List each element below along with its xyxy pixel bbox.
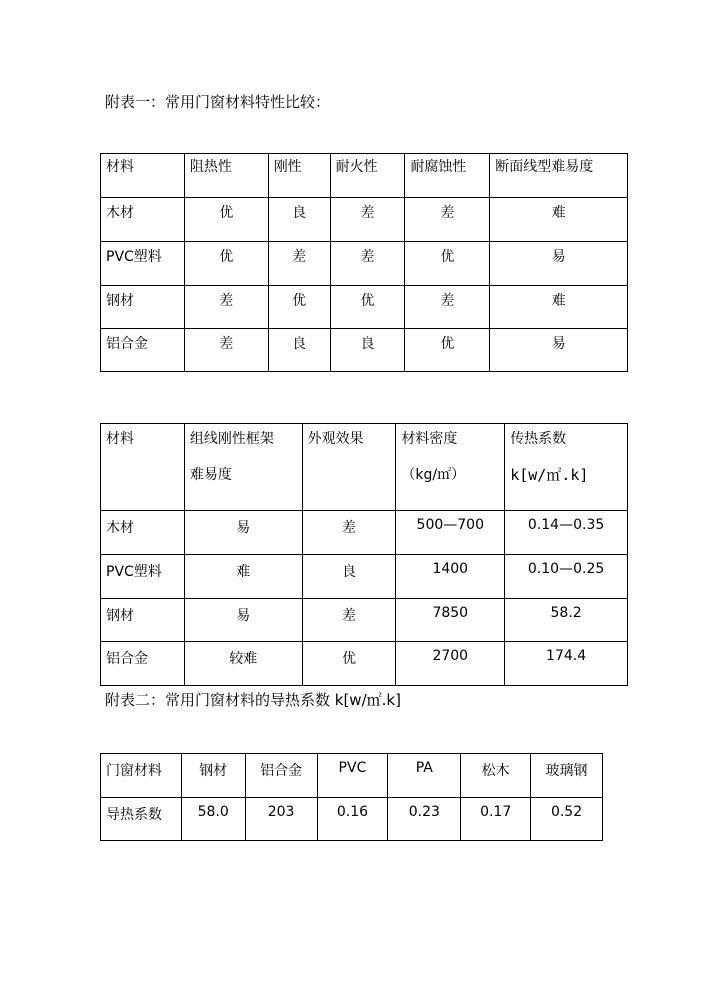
table-cell: 差 xyxy=(405,286,490,329)
header-line: 外观效果 xyxy=(307,431,364,447)
table-row xyxy=(101,198,628,242)
header-cell: 门窗材料 xyxy=(101,754,182,798)
table-cell: 良 xyxy=(330,329,405,372)
header-cell: 材料 xyxy=(101,154,185,198)
table-cell: 优 xyxy=(184,198,268,242)
material-density-table xyxy=(100,423,628,686)
table-cell: 58.0 xyxy=(181,798,245,841)
table-cell: 差 xyxy=(184,329,268,372)
header-cell xyxy=(184,424,302,511)
table-cell: 差 xyxy=(268,242,330,286)
table-cell: 易 xyxy=(184,511,302,555)
table-cell: 木材 xyxy=(101,511,185,555)
table-cell: 7850 xyxy=(396,599,505,642)
table-cell: 钢材 xyxy=(101,286,185,329)
table-cell: 良 xyxy=(268,329,330,372)
header-cell: 松木 xyxy=(461,754,531,798)
table-row xyxy=(101,286,628,329)
table-cell: 500—700 xyxy=(396,511,505,555)
table-row xyxy=(101,555,628,599)
header-subline: （kg/㎡） xyxy=(401,467,466,483)
table-cell: 良 xyxy=(302,555,396,599)
table-header-row xyxy=(101,424,628,511)
table-cell: 差 xyxy=(302,599,396,642)
table-cell: 0.10—0.25 xyxy=(505,555,628,599)
table-cell: 优 xyxy=(330,286,405,329)
table1-title: 附表一：常用门窗材料特性比较： xyxy=(105,93,331,111)
table2-title: 附表二：常用门窗材料的导热系数 k[w/㎡.k] xyxy=(105,691,401,709)
header-cell xyxy=(101,424,185,511)
table-cell: 差 xyxy=(330,242,405,286)
header-cell: 铝合金 xyxy=(245,754,317,798)
header-line: 材料密度 xyxy=(401,431,458,447)
table-cell: 易 xyxy=(184,599,302,642)
header-cell: 玻璃钢 xyxy=(531,754,603,798)
table-cell: 难 xyxy=(184,555,302,599)
table-cell: 良 xyxy=(268,198,330,242)
table-cell: 钢材 xyxy=(101,599,185,642)
table-cell: 差 xyxy=(330,198,405,242)
header-cell: 耐火性 xyxy=(330,154,405,198)
table-cell: 0.16 xyxy=(317,798,388,841)
table-cell: 203 xyxy=(245,798,317,841)
table-cell: 0.23 xyxy=(388,798,461,841)
header-cell: 断面线型难易度 xyxy=(490,154,628,198)
header-cell: 耐腐蚀性 xyxy=(405,154,490,198)
table-cell: 差 xyxy=(184,286,268,329)
table-cell: 174.4 xyxy=(505,642,628,686)
material-properties-table xyxy=(100,153,628,372)
table-cell: 2700 xyxy=(396,642,505,686)
header-cell: 钢材 xyxy=(181,754,245,798)
table-cell: 差 xyxy=(405,198,490,242)
table-header-row xyxy=(101,754,603,798)
table-cell: 0.17 xyxy=(461,798,531,841)
table-cell: 优 xyxy=(184,242,268,286)
header-subline: 难易度 xyxy=(189,467,232,483)
table-cell: 铝合金 xyxy=(101,642,185,686)
header-cell: PA xyxy=(388,754,461,798)
header-cell xyxy=(396,424,505,511)
table-cell: 导热系数 xyxy=(101,798,182,841)
header-cell: PVC xyxy=(317,754,388,798)
header-cell xyxy=(505,424,628,511)
table-row xyxy=(101,511,628,555)
table-cell: 易 xyxy=(490,329,628,372)
header-cell xyxy=(302,424,396,511)
header-cell: 刚性 xyxy=(268,154,330,198)
table-row xyxy=(101,242,628,286)
table-cell: 木材 xyxy=(101,198,185,242)
table-cell: 58.2 xyxy=(505,599,628,642)
header-line: 传热系数 xyxy=(510,431,567,447)
table-cell: 优 xyxy=(268,286,330,329)
table-cell: PVC塑料 xyxy=(101,242,185,286)
header-line: 组线刚性框架 xyxy=(189,431,274,447)
table-cell: 易 xyxy=(490,242,628,286)
table-row xyxy=(101,599,628,642)
table-cell: 优 xyxy=(405,242,490,286)
table-cell: 0.14—0.35 xyxy=(505,511,628,555)
table-cell: PVC塑料 xyxy=(101,555,185,599)
header-line: 材料 xyxy=(106,431,134,447)
table-row xyxy=(101,329,628,372)
table-cell: 难 xyxy=(490,198,628,242)
table-cell: 0.52 xyxy=(531,798,603,841)
table-cell: 难 xyxy=(490,286,628,329)
table-header-row xyxy=(101,154,628,198)
table-cell: 优 xyxy=(405,329,490,372)
table-cell: 差 xyxy=(302,511,396,555)
table-cell: 铝合金 xyxy=(101,329,185,372)
table-row xyxy=(101,642,628,686)
thermal-conductivity-table xyxy=(100,753,603,841)
table-cell: 优 xyxy=(302,642,396,686)
table-cell: 较难 xyxy=(184,642,302,686)
header-cell: 阻热性 xyxy=(184,154,268,198)
header-subline: k[w/㎡.k] xyxy=(510,466,589,484)
table-row xyxy=(101,798,603,841)
table-cell: 1400 xyxy=(396,555,505,599)
